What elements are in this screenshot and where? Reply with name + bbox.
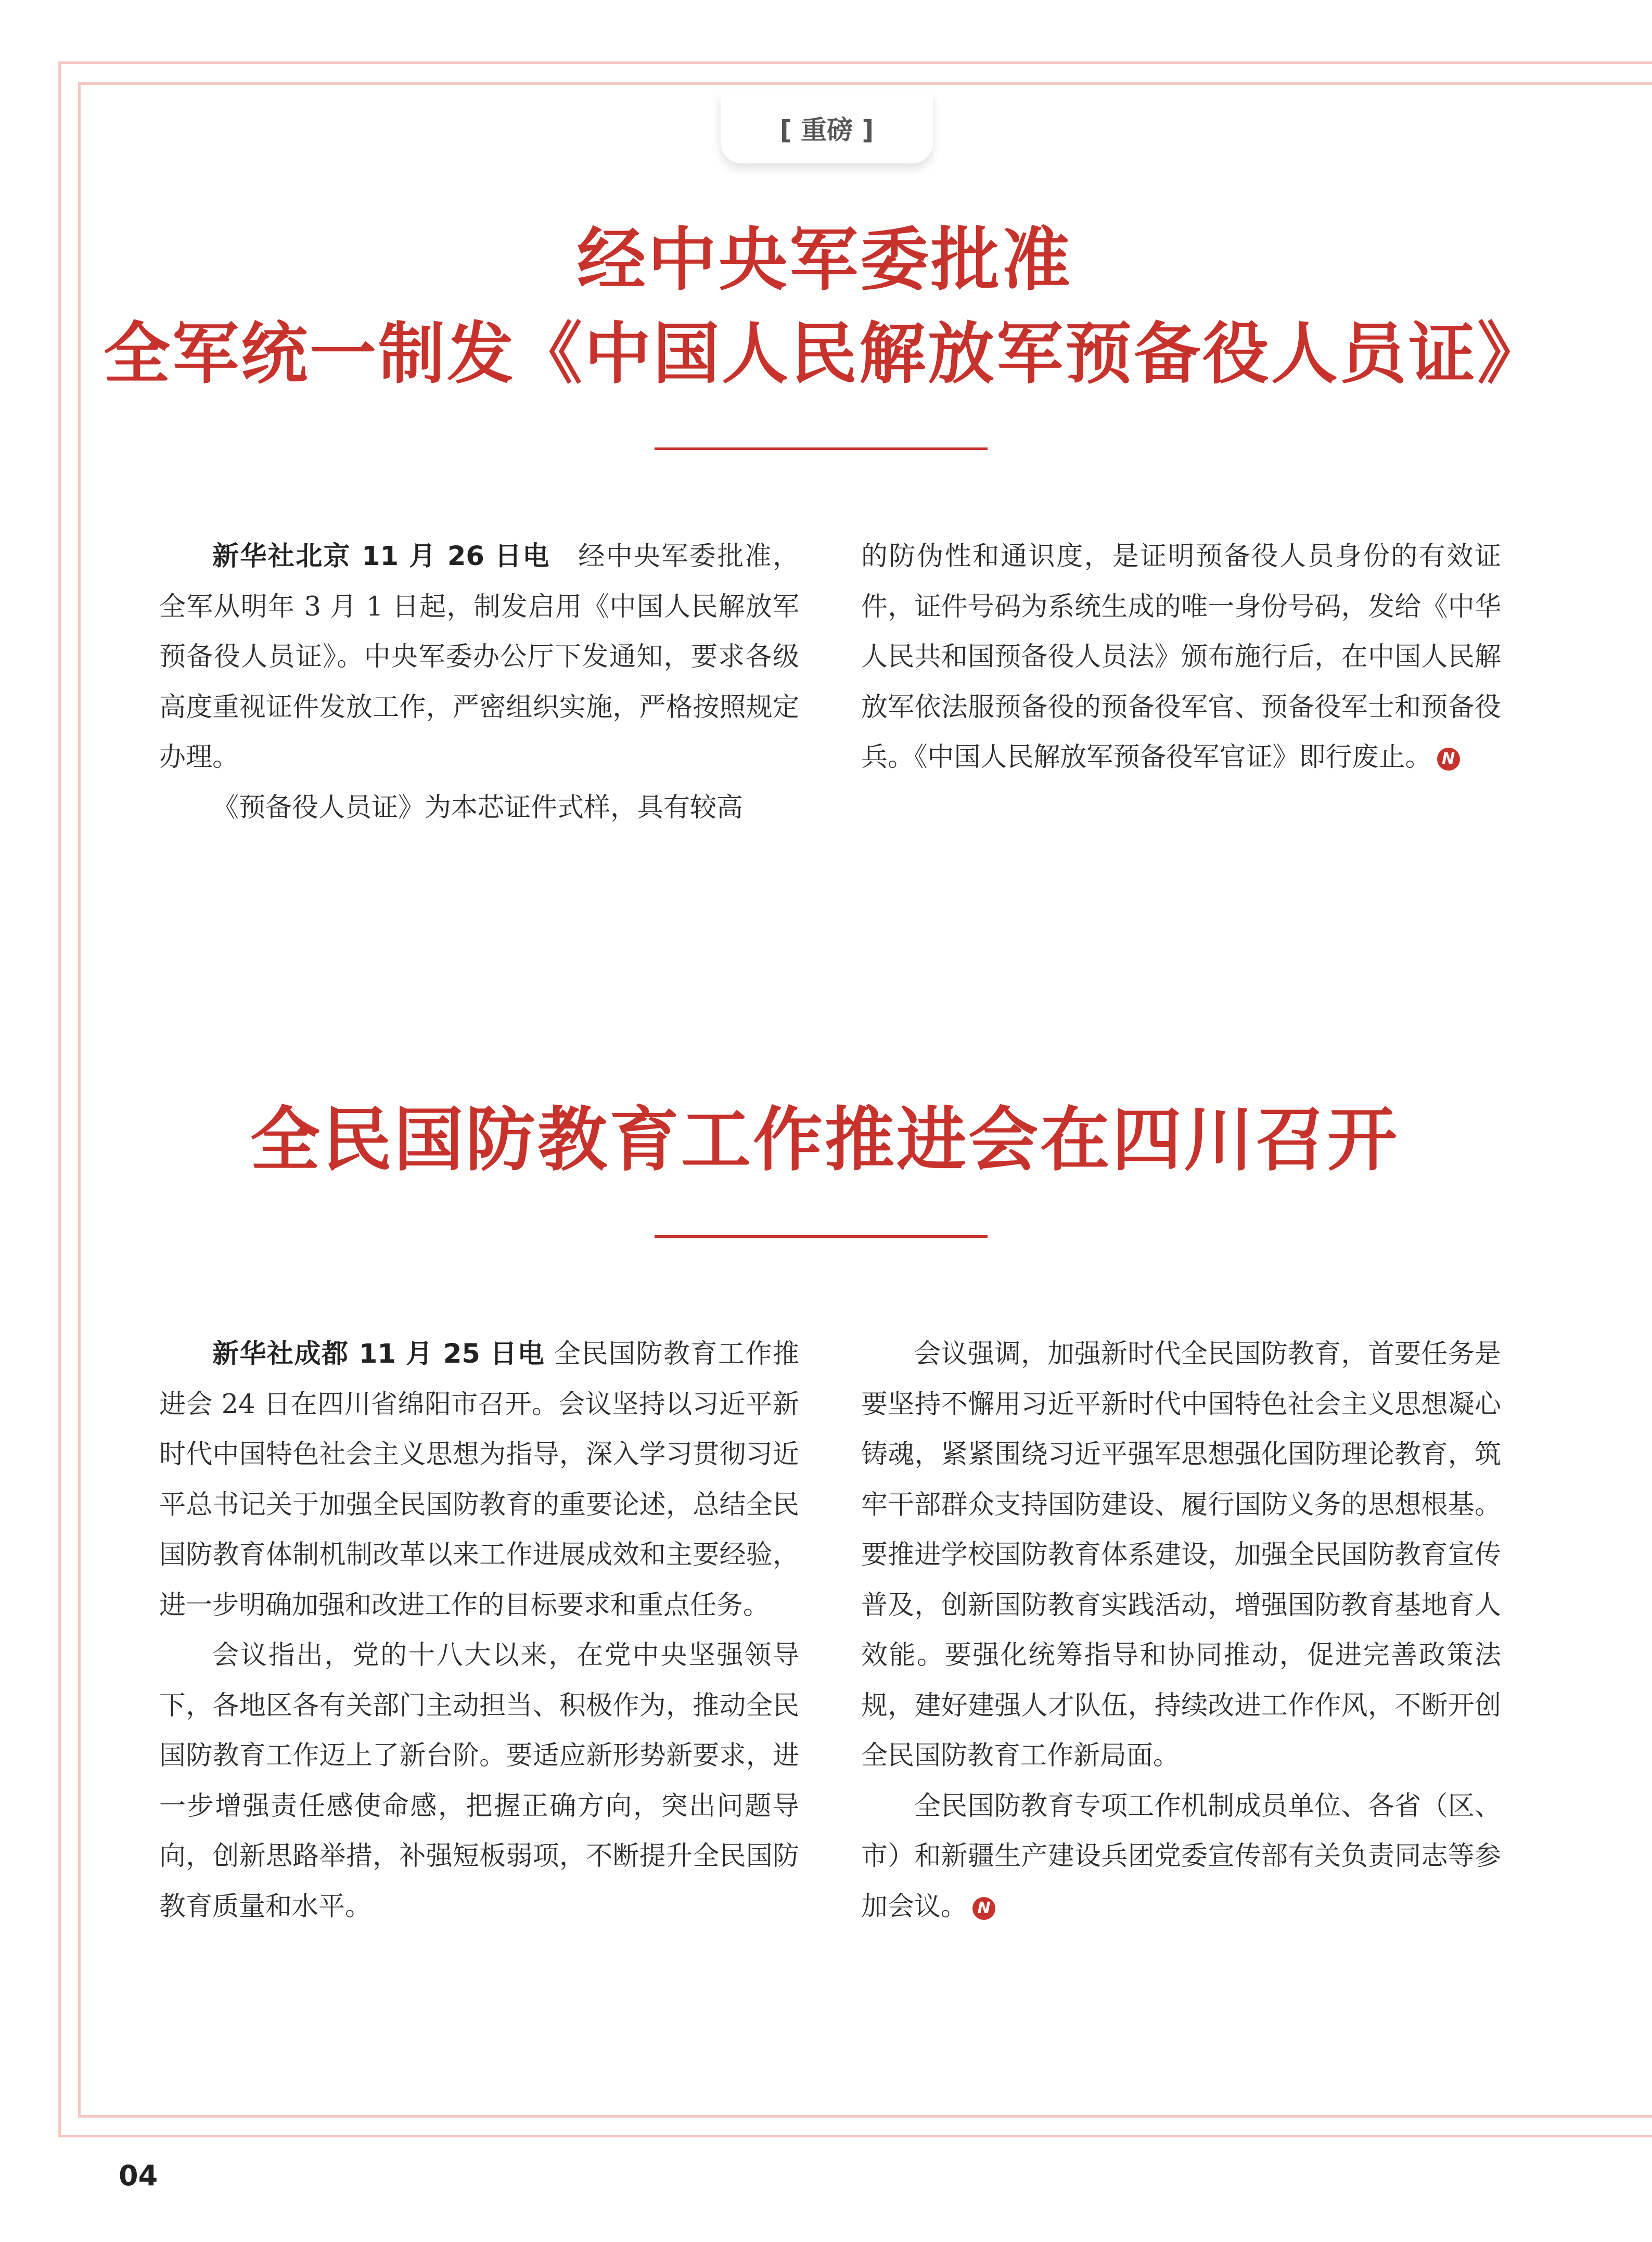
article2-paragraph-text: 全民国防教育工作推进会 24 日在四川省绵阳市召开。会议坚持以习近平新时代中国特色社会主义思想为指导，深入学习贯彻习近平总书记关于加强全民国防教育的重要论述，总结全民国防教育体制机制改革以来工作进展成效和主要经验，进一步明确加强和改进工作的目标要求和重点任务。 bbox=[159, 1339, 799, 1621]
article1-column-right bbox=[861, 532, 1501, 783]
article1-title-rule bbox=[655, 447, 988, 450]
article2-paragraph bbox=[861, 1782, 1501, 1932]
article2-title-rule bbox=[655, 1235, 988, 1238]
article1-paragraph-text: 经中央军委批准，全军从明年 3 月 1 日起，制发启用《中国人民解放军预备役人员证》。中央军委办公厅下发通知，要求各级高度重视证件发放工作，严密组织实施，严格按照规定办理。 bbox=[159, 541, 799, 773]
article2-paragraph bbox=[159, 1329, 799, 1631]
dateline: 新华社北京 11 月 26 日电 bbox=[212, 541, 550, 572]
article2-paragraph-text: 全民国防教育专项工作机制成员单位、各省（区、市）和新疆生产建设兵团党委宣传部有关负责同志等参加会议。 bbox=[861, 1790, 1501, 1922]
article2-paragraph: 会议指出，党的十八大以来，在党中央坚强领导下，各地区各有关部门主动担当、积极作为，推动全民国防教育工作迈上了新台阶。要适应新形势新要求，进一步增强责任感使命感，把握正确方向，突出问题导向，创新思路举措，补强短板弱项，不断提升全民国防教育质量和水平。 bbox=[159, 1640, 799, 1922]
article2-paragraph: 会议强调，加强新时代全民国防教育，首要任务是要坚持不懈用习近平新时代中国特色社会主义思想凝心铸魂，紧紧围绕习近平强军思想强化国防理论教育，筑牢干部群众支持国防建设、履行国防义务的思想根基。要推进学校国防教育体系建设，加强全民国防教育宣传普及，创新国防教育实践活动，增强国防教育基地育人效能。要强化统筹指导和协同推动，促进完善政策法规，建好建强人才队伍，持续改进工作作风，不断开创全民国防教育工作新局面。 bbox=[861, 1339, 1501, 1771]
article2-column-left bbox=[159, 1329, 799, 1932]
end-mark-icon: N bbox=[1437, 748, 1460, 771]
article1-paragraph-text: 的防伪性和通识度，是证明预备役人员身份的有效证件，证件号码为系统生成的唯一身份号码，发给《中华人民共和国预备役人员法》颁布施行后，在中国人民解放军依法服预备役的预备役军官、预备役军士和预备役兵。《中国人民解放军预备役军官证》即行废止。 bbox=[861, 541, 1501, 773]
section-tag: [ 重磅 ] bbox=[721, 93, 933, 163]
article1-title-line1: 经中央军委批准 bbox=[577, 220, 1072, 300]
article1-paragraph bbox=[861, 532, 1501, 783]
article2-title: 全民国防教育工作推进会在四川召开 bbox=[250, 1098, 1399, 1181]
article1-title bbox=[78, 213, 1571, 401]
article1-title-line2: 全军统一制发《中国人民解放军预备役人员证》 bbox=[103, 315, 1546, 393]
article1-paragraph: 《预备役人员证》为本芯证件式样，具有较高 bbox=[212, 792, 744, 823]
dateline: 新华社成都 11 月 25 日电 bbox=[212, 1339, 545, 1369]
article2-column-right bbox=[861, 1329, 1501, 1932]
article1-paragraph bbox=[159, 532, 799, 783]
article1-column-left bbox=[159, 532, 799, 833]
page-number: 04 bbox=[119, 2159, 158, 2192]
end-mark-icon: N bbox=[972, 1897, 995, 1920]
